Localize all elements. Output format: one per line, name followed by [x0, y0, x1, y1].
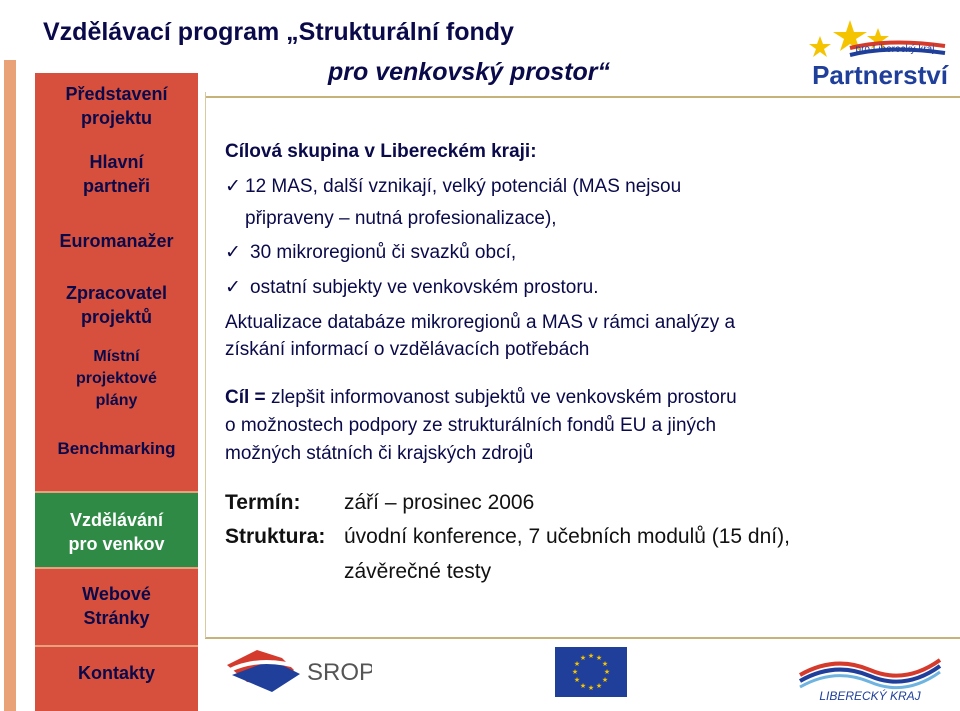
svg-text:★: ★ — [601, 660, 609, 668]
page-title-line1: Vzdělávací program „Strukturální fondy — [43, 18, 514, 46]
goal-line2: o možnostech podpory ze strukturálních fondů EU a jiných — [225, 415, 717, 436]
sidebar-item-label: Webové Stránky — [82, 584, 151, 628]
sidebar-item-mistni-plany[interactable] — [35, 346, 198, 416]
bullet-mas: ✓ 12 MAS, další vznikají, velký potenciál (MAS nejsou — [225, 176, 682, 197]
term-label: Termín: — [225, 491, 301, 514]
sidebar-item-predstaveni[interactable] — [35, 82, 198, 132]
svg-text:★: ★ — [587, 652, 595, 660]
check-icon: ✓ — [225, 277, 241, 298]
sidebar-item-label: Představení projektu — [65, 84, 168, 128]
svg-text:★: ★ — [601, 676, 609, 684]
structure-label: Struktura: — [225, 525, 326, 548]
svg-text:★: ★ — [587, 684, 595, 692]
sidebar-item-kontakty[interactable] — [35, 661, 198, 687]
sidebar-item-webove-stranky[interactable] — [35, 582, 198, 632]
sidebar-item-label: Euromanažer — [59, 231, 174, 251]
content-area — [205, 92, 960, 638]
svg-text:LIBERECKÝ KRAJ: LIBERECKÝ KRAJ — [819, 689, 921, 703]
page-title-line2: pro venkovský prostor“ — [328, 58, 611, 86]
svg-text:★: ★ — [571, 668, 579, 676]
partnerstvi-logo — [790, 18, 950, 96]
update-text-line2: získání informací o vzdělávacích potřebách — [225, 339, 590, 360]
sidebar-item-label: Benchmarking — [57, 439, 176, 458]
eu-flag-logo — [555, 647, 627, 697]
svg-text:★: ★ — [579, 682, 587, 690]
sidebar-item-label: Zpracovatel projektů — [65, 283, 168, 327]
sidebar-divider — [35, 645, 198, 647]
left-decorative-strip — [4, 60, 16, 711]
svg-text:★: ★ — [573, 660, 581, 668]
sidebar-item-vzdelavani[interactable] — [35, 493, 198, 567]
svg-text:Partnerství: Partnerství — [812, 60, 948, 90]
svg-text:★: ★ — [573, 676, 581, 684]
sidebar-item-label: Místní projektové plány — [76, 348, 157, 409]
svg-text:SROP: SROP — [307, 659, 372, 686]
sidebar-item-label: Hlavní partneři — [82, 152, 151, 196]
srop-logo — [222, 640, 372, 700]
term-value: září – prosinec 2006 — [344, 491, 535, 514]
sidebar-item-euromanazer[interactable] — [35, 229, 198, 255]
structure-line1: úvodní konference, 7 učebních modulů (15 dní), — [344, 525, 790, 548]
target-group-heading: Cílová skupina v Libereckém kraji: — [225, 141, 537, 162]
liberecky-kraj-logo — [795, 650, 945, 705]
bullet-ostatni: ✓ ostatní subjekty ve venkovském prostoru. — [225, 277, 599, 298]
goal-line1: Cíl = zlepšit informovanost subjektů ve venkovském prostoru — [225, 387, 737, 408]
bullet-mikroregiony: ✓ 30 mikroregionů či svazků obcí, — [225, 242, 517, 263]
sidebar-nav — [35, 73, 198, 711]
sidebar-item-benchmarking[interactable] — [35, 437, 198, 463]
svg-text:★: ★ — [579, 654, 587, 662]
svg-text:★: ★ — [595, 654, 603, 662]
goal-label: Cíl = — [225, 387, 266, 408]
sidebar-item-label: Vzdělávání pro venkov — [68, 510, 165, 554]
update-text-line1: Aktualizace databáze mikroregionů a MAS v rámci analýzy a — [225, 312, 736, 333]
bullet-mas-continued: připraveny – nutná profesionalizace), — [245, 208, 557, 229]
svg-text:★: ★ — [595, 682, 603, 690]
sidebar-item-partneri[interactable] — [35, 150, 198, 200]
sidebar-item-label: Kontakty — [77, 663, 155, 683]
structure-line2: závěrečné testy — [344, 560, 492, 583]
sidebar-item-zpracovatel[interactable] — [35, 281, 198, 331]
goal-line3: možných státních či krajských zdrojů — [225, 443, 534, 464]
check-icon: ✓ — [225, 176, 241, 197]
svg-text:pro Liberecký kraj: pro Liberecký kraj — [855, 44, 935, 55]
svg-text:★: ★ — [603, 668, 611, 676]
sidebar-divider — [35, 567, 198, 569]
check-icon: ✓ — [225, 242, 241, 263]
